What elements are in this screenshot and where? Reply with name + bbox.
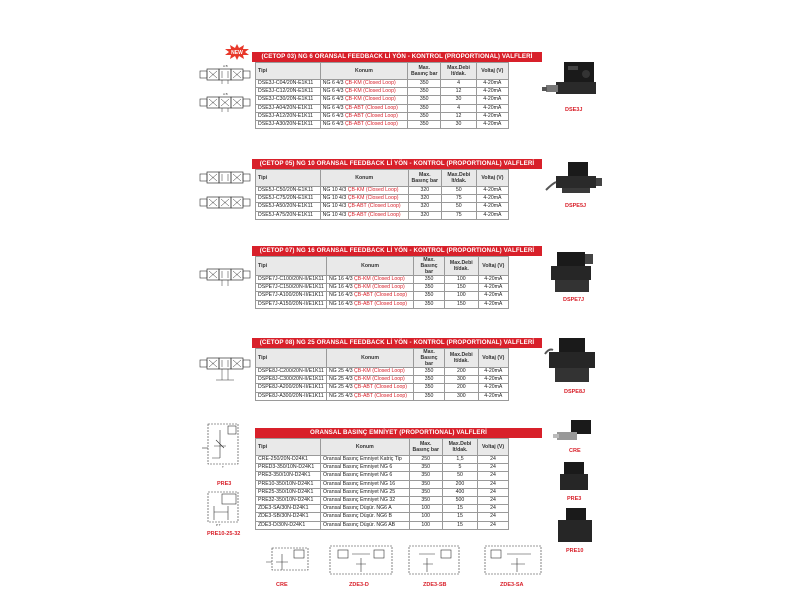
cell-konum bbox=[326, 392, 413, 400]
cell-tipi: DSE5J-A75/20N-E1K11 bbox=[256, 211, 321, 219]
konum-prefix: NG 6 4/3 bbox=[322, 104, 345, 111]
cell-voltaj: 4-20mA bbox=[476, 80, 508, 88]
cell-konum: Oransal Basınç Düşür. NG6 B bbox=[321, 513, 410, 521]
product-image-dspe5j bbox=[542, 158, 604, 202]
cell-basinc: 100 bbox=[409, 505, 442, 513]
product-image-cre bbox=[551, 414, 599, 446]
svg-text:A B: A B bbox=[223, 92, 228, 96]
konum-mode: ÇB-ABT (Closed Loop) bbox=[354, 392, 407, 399]
cell-tipi: DSE3J-C04/20N-E1K11 bbox=[256, 80, 321, 88]
konum-mode: ÇB-KM (Closed Loop) bbox=[347, 187, 399, 194]
konum-prefix: NG 6 4/3 bbox=[322, 80, 345, 87]
table-row bbox=[256, 211, 509, 219]
cell-voltaj: 24 bbox=[478, 505, 509, 513]
col-voltaj: Voltaj (V) bbox=[478, 349, 508, 368]
valve-symbol-ng16 bbox=[198, 262, 254, 288]
col-basinc: Max. Basınç bar bbox=[414, 349, 445, 368]
cell-debi: 150 bbox=[444, 300, 478, 308]
pressure-title: ORANSAL BASINÇ EMNİYET (PROPORTIONAL) VALFLERİ bbox=[255, 428, 542, 438]
cell-tipi: DSPE8J-A200/20N-II/E1K11 bbox=[256, 384, 327, 392]
col-konum: Konum bbox=[326, 257, 413, 276]
cell-basinc: 350 bbox=[409, 480, 442, 488]
cell-basinc: 350 bbox=[414, 376, 445, 384]
cell-tipi: DSPE7J-A100/20N-II/E1K11 bbox=[256, 292, 327, 300]
cell-voltaj: 24 bbox=[478, 472, 509, 480]
col-basinc: Max. Basınç bar bbox=[409, 439, 442, 456]
new-badge-text: NEW bbox=[231, 50, 243, 56]
konum-prefix: NG 6 4/3 bbox=[322, 112, 345, 119]
cell-basinc: 350 bbox=[408, 96, 441, 104]
cell-basinc: 320 bbox=[408, 195, 441, 203]
cell-konum bbox=[326, 300, 413, 308]
cell-basinc: 350 bbox=[414, 384, 445, 392]
konum-prefix: NG 25 4/3 bbox=[328, 376, 355, 383]
new-badge bbox=[224, 44, 250, 60]
cell-konum bbox=[320, 88, 407, 96]
section-1-title: (CETOP 03) NG 6 ORANSAL FEEDBACK Lİ YÖN - KONTROL (PROPORTIONAL) VALFLERİ bbox=[252, 52, 542, 62]
table-row bbox=[256, 384, 509, 392]
label-zde3-sa: ZDE3-SA bbox=[500, 582, 524, 588]
cell-debi: 300 bbox=[444, 392, 478, 400]
cell-konum: Oransal Basınç Emniyet NG 32 bbox=[321, 496, 410, 504]
konum-mode: ÇB-ABT (Closed Loop) bbox=[344, 121, 398, 128]
cell-debi: 12 bbox=[441, 112, 476, 120]
cell-voltaj: 4-20mA bbox=[478, 284, 508, 292]
col-konum: Konum bbox=[320, 170, 408, 187]
cell-tipi: DSPE8J-C200/20N-II/E1K11 bbox=[256, 368, 327, 376]
konum-mode: ÇB-KM (Closed Loop) bbox=[347, 195, 399, 202]
section-2-table bbox=[255, 169, 509, 220]
product-image-pre10 bbox=[554, 506, 598, 546]
cell-voltaj: 24 bbox=[478, 464, 509, 472]
zde3-sa-diagram bbox=[481, 540, 545, 582]
product-label-pre10: PRE10 bbox=[566, 548, 584, 554]
cell-debi: 500 bbox=[442, 496, 477, 504]
cell-voltaj: 4-20mA bbox=[476, 211, 508, 219]
konum-prefix: NG 6 4/3 bbox=[322, 88, 345, 95]
cell-konum bbox=[320, 96, 407, 104]
cell-tipi: DSPE8J-A300/20N-II/E1K11 bbox=[256, 392, 327, 400]
section-1-rows bbox=[256, 80, 509, 129]
cell-voltaj: 4-20mA bbox=[478, 300, 508, 308]
cell-tipi: ZDE3-SB/30N-D24K1 bbox=[256, 513, 321, 521]
section-4-rows bbox=[256, 368, 509, 401]
cell-debi: 200 bbox=[442, 480, 477, 488]
cell-konum bbox=[326, 384, 413, 392]
cell-konum: Oransal Basınç Emniyet NG 6 bbox=[321, 472, 410, 480]
cell-voltaj: 24 bbox=[478, 513, 509, 521]
table-row bbox=[256, 521, 509, 529]
cell-voltaj: 4-20mA bbox=[476, 88, 508, 96]
cell-voltaj: 4-20mA bbox=[476, 195, 508, 203]
product-label-dspe7j: DSPE7J bbox=[563, 297, 585, 303]
konum-prefix: NG 16 4/3 bbox=[328, 300, 355, 307]
cell-tipi: ZDE3-D/30N-D24K1 bbox=[256, 521, 321, 529]
valve-symbol-ng10-abt bbox=[198, 193, 254, 213]
konum-mode: ÇB-KM (Closed Loop) bbox=[354, 376, 405, 383]
konum-mode: ÇB-KM (Closed Loop) bbox=[354, 284, 405, 291]
col-voltaj: Voltaj (V) bbox=[476, 170, 508, 187]
cell-tipi: CRE-250/20N-D24K1 bbox=[256, 456, 321, 464]
svg-text:A B: A B bbox=[223, 64, 228, 68]
cell-tipi: DSE5J-C50/20N-E1K11 bbox=[256, 187, 321, 195]
cell-basinc: 350 bbox=[414, 284, 445, 292]
col-basinc: Max. Basınç bar bbox=[414, 257, 445, 276]
cell-konum: Oransal Basınç Düşür. NG6 A bbox=[321, 505, 410, 513]
section-3-rows bbox=[256, 276, 509, 309]
cell-voltaj: 4-20mA bbox=[476, 187, 508, 195]
cell-konum bbox=[320, 104, 407, 112]
cell-voltaj: 4-20mA bbox=[476, 104, 508, 112]
cell-tipi: PRE32-350/10N-D24K1 bbox=[256, 496, 321, 504]
product-image-dspe8j bbox=[543, 336, 603, 386]
cell-debi: 400 bbox=[442, 488, 477, 496]
section-4-title: (CETOP 08) NG 25 ORANSAL FEEDBACK Lİ YÖN - KONTROL (PROPORTIONAL) VALFLERİ bbox=[252, 338, 542, 348]
konum-prefix: NG 16 4/3 bbox=[328, 292, 355, 299]
cre-diagram bbox=[262, 540, 322, 580]
cell-debi: 200 bbox=[444, 368, 478, 376]
cell-debi: 4 bbox=[441, 80, 476, 88]
konum-mode: ÇB-KM (Closed Loop) bbox=[344, 88, 396, 95]
cell-tipi: PRE25-350/10N-D24K1 bbox=[256, 488, 321, 496]
table-row bbox=[256, 505, 509, 513]
cell-basinc: 100 bbox=[409, 521, 442, 529]
col-tipi: Tipi bbox=[256, 349, 327, 368]
cell-debi: 75 bbox=[441, 211, 476, 219]
cell-tipi: DSPE7J-C150/20N-II/E1K11 bbox=[256, 284, 327, 292]
cell-tipi: DSPE7J-C100/20N-II/E1K11 bbox=[256, 276, 327, 284]
label-cre-bottom: CRE bbox=[276, 582, 288, 588]
cell-tipi: DSPE8J-C300/20N-II/E1K11 bbox=[256, 376, 327, 384]
cell-basinc: 350 bbox=[408, 80, 441, 88]
cell-voltaj: 24 bbox=[478, 521, 509, 529]
pre10-diagram bbox=[200, 488, 248, 530]
cell-basinc: 350 bbox=[408, 120, 441, 128]
table-row bbox=[256, 88, 509, 96]
valve-symbol-ng10-km bbox=[198, 168, 254, 188]
konum-mode: ÇB-ABT (Closed Loop) bbox=[347, 203, 401, 210]
cell-konum bbox=[320, 80, 407, 88]
cell-voltaj: 24 bbox=[478, 480, 509, 488]
table-row bbox=[256, 464, 509, 472]
cell-debi: 300 bbox=[444, 376, 478, 384]
cell-voltaj: 4-20mA bbox=[476, 112, 508, 120]
table-row bbox=[256, 456, 509, 464]
product-image-dse3j bbox=[542, 58, 604, 106]
konum-prefix: NG 10 4/3 bbox=[322, 187, 348, 194]
table-row bbox=[256, 488, 509, 496]
pressure-table bbox=[255, 438, 509, 530]
konum-prefix: NG 25 4/3 bbox=[328, 392, 355, 399]
col-debi: Max.Debi lt/dak. bbox=[442, 439, 477, 456]
table-row bbox=[256, 392, 509, 400]
col-konum: Konum bbox=[320, 63, 407, 80]
col-konum: Konum bbox=[326, 349, 413, 368]
cell-voltaj: 4-20mA bbox=[478, 392, 508, 400]
col-tipi: Tipi bbox=[256, 170, 321, 187]
table-row bbox=[256, 80, 509, 88]
cell-konum bbox=[320, 195, 408, 203]
konum-mode: ÇB-KM (Closed Loop) bbox=[344, 80, 396, 87]
cell-tipi: PRE3-350/10N-D24K1 bbox=[256, 472, 321, 480]
cell-basinc: 350 bbox=[414, 276, 445, 284]
konum-mode: ÇB-ABT (Closed Loop) bbox=[354, 300, 407, 307]
cell-voltaj: 4-20mA bbox=[478, 276, 508, 284]
cell-basinc: 350 bbox=[414, 292, 445, 300]
table-row bbox=[256, 195, 509, 203]
cell-konum bbox=[320, 203, 408, 211]
section-4-table bbox=[255, 348, 509, 401]
cell-basinc: 350 bbox=[409, 496, 442, 504]
cell-konum bbox=[326, 276, 413, 284]
section-3-table bbox=[255, 256, 509, 309]
table-row bbox=[256, 276, 509, 284]
valve-symbol-ng6-km bbox=[198, 64, 254, 86]
cell-debi: 100 bbox=[444, 292, 478, 300]
table-row bbox=[256, 96, 509, 104]
product-label-dspe5j: DSPE5J bbox=[565, 203, 587, 209]
cell-tipi: DSE5J-A50/20N-E1K11 bbox=[256, 203, 321, 211]
konum-mode: ÇB-ABT (Closed Loop) bbox=[344, 104, 398, 111]
product-label-pre3: PRE3 bbox=[567, 496, 582, 502]
section-2-rows bbox=[256, 187, 509, 220]
section-1-table bbox=[255, 62, 509, 129]
cell-konum: Oransal Basınç Emniyet NG 6 bbox=[321, 464, 410, 472]
product-label-dse3j: DSE3J bbox=[565, 107, 583, 113]
col-tipi: Tipi bbox=[256, 257, 327, 276]
cell-basinc: 350 bbox=[414, 392, 445, 400]
konum-prefix: NG 16 4/3 bbox=[328, 276, 355, 283]
cell-basinc: 250 bbox=[409, 456, 442, 464]
table-row bbox=[256, 368, 509, 376]
col-debi: Max.Debi lt/dak. bbox=[441, 63, 476, 80]
cell-tipi: DSE5J-C75/20N-E1K11 bbox=[256, 195, 321, 203]
cell-debi: 100 bbox=[444, 276, 478, 284]
cell-voltaj: 24 bbox=[478, 456, 509, 464]
konum-prefix: NG 10 4/3 bbox=[322, 211, 348, 218]
cell-voltaj: 24 bbox=[478, 496, 509, 504]
product-label-dspe8j: DSPE8J bbox=[564, 389, 586, 395]
cell-basinc: 350 bbox=[409, 464, 442, 472]
cell-debi: 50 bbox=[442, 472, 477, 480]
cell-debi: 15 bbox=[442, 521, 477, 529]
cell-debi: 30 bbox=[441, 120, 476, 128]
cell-konum bbox=[320, 112, 407, 120]
col-voltaj: Voltaj (V) bbox=[478, 257, 508, 276]
cell-basinc: 350 bbox=[408, 104, 441, 112]
table-row bbox=[256, 292, 509, 300]
konum-prefix: NG 6 4/3 bbox=[322, 96, 345, 103]
cell-tipi: DSE3J-C30/20N-E1K11 bbox=[256, 96, 321, 104]
cell-debi: 12 bbox=[441, 88, 476, 96]
cell-voltaj: 4-20mA bbox=[476, 203, 508, 211]
zde3-sb-diagram bbox=[405, 540, 463, 582]
konum-mode: ÇB-ABT (Closed Loop) bbox=[354, 292, 407, 299]
col-tipi: Tipi bbox=[256, 439, 321, 456]
label-pre3: PRE3 bbox=[217, 481, 232, 487]
cell-tipi: DSE3J-C12/20N-E1K11 bbox=[256, 88, 321, 96]
table-row bbox=[256, 496, 509, 504]
col-debi: Max.Debi lt/dak. bbox=[444, 257, 478, 276]
zde3-d-diagram bbox=[326, 540, 396, 582]
cell-debi: 200 bbox=[444, 384, 478, 392]
col-debi: Max.Debi lt/dak. bbox=[444, 349, 478, 368]
cell-basinc: 320 bbox=[408, 211, 441, 219]
cell-konum bbox=[320, 187, 408, 195]
cell-konum bbox=[326, 284, 413, 292]
pre3-diagram bbox=[200, 418, 248, 476]
cell-konum bbox=[326, 292, 413, 300]
table-row bbox=[256, 513, 509, 521]
cell-basinc: 100 bbox=[409, 513, 442, 521]
col-basinc: Max. Basınç bar bbox=[408, 170, 441, 187]
cell-konum: Oransal Basınç Emniyet NG 16 bbox=[321, 480, 410, 488]
konum-mode: ÇB-KM (Closed Loop) bbox=[354, 368, 405, 375]
cell-tipi: DSE3J-A30/20N-E1K11 bbox=[256, 120, 321, 128]
table-row bbox=[256, 104, 509, 112]
konum-mode: ÇB-ABT (Closed Loop) bbox=[354, 384, 407, 391]
section-3-title: (CETOP 07) NG 16 ORANSAL FEEDBACK Lİ YÖN - KONTROL (PROPORTIONAL) VALFLERİ bbox=[252, 246, 542, 256]
label-zde3-sb: ZDE3-SB bbox=[423, 582, 447, 588]
cell-basinc: 350 bbox=[408, 88, 441, 96]
table-row bbox=[256, 300, 509, 308]
cell-debi: 1,5 bbox=[442, 456, 477, 464]
product-image-dspe7j bbox=[545, 248, 601, 296]
cell-konum bbox=[326, 368, 413, 376]
valve-symbol-ng6-abt bbox=[198, 92, 254, 114]
col-debi: Max.Debi lt/dak. bbox=[441, 170, 476, 187]
cell-debi: 50 bbox=[441, 187, 476, 195]
cell-tipi: DSE3J-A04/20N-E1K11 bbox=[256, 104, 321, 112]
konum-prefix: NG 6 4/3 bbox=[322, 121, 345, 128]
table-row bbox=[256, 203, 509, 211]
konum-mode: ÇB-ABT (Closed Loop) bbox=[347, 211, 401, 218]
cell-voltaj: 4-20mA bbox=[478, 292, 508, 300]
konum-prefix: NG 25 4/3 bbox=[328, 384, 355, 391]
table-row bbox=[256, 120, 509, 128]
cell-voltaj: 4-20mA bbox=[476, 96, 508, 104]
label-zde3-d: ZDE3-D bbox=[349, 582, 369, 588]
cell-konum bbox=[320, 120, 407, 128]
konum-mode: ÇB-KM (Closed Loop) bbox=[354, 276, 405, 283]
cell-voltaj: 24 bbox=[478, 488, 509, 496]
col-konum: Konum bbox=[321, 439, 410, 456]
section-2-title: (CETOP 05) NG 10 ORANSAL FEEDBACK Lİ YÖN - KONTROL (PROPORTIONAL) VALFLERİ bbox=[252, 159, 542, 169]
cell-konum: Oransal Basınç Düşür. NG6 AB bbox=[321, 521, 410, 529]
table-row bbox=[256, 187, 509, 195]
col-tipi: Tipi bbox=[256, 63, 321, 80]
cell-voltaj: 4-20mA bbox=[476, 120, 508, 128]
col-basinc: Max. Basınç bar bbox=[408, 63, 441, 80]
cell-basinc: 320 bbox=[408, 187, 441, 195]
konum-prefix: NG 10 4/3 bbox=[322, 195, 348, 202]
konum-mode: ÇB-KM (Closed Loop) bbox=[344, 96, 396, 103]
konum-prefix: NG 16 4/3 bbox=[328, 284, 355, 291]
cell-basinc: 350 bbox=[408, 112, 441, 120]
cell-basinc: 350 bbox=[409, 472, 442, 480]
col-voltaj: Voltaj (V) bbox=[478, 439, 509, 456]
cell-tipi: PRE10-350/10N-D24K1 bbox=[256, 480, 321, 488]
konum-prefix: NG 25 4/3 bbox=[328, 368, 355, 375]
cell-konum: Oransal Basınç Emniyet NG 25 bbox=[321, 488, 410, 496]
cell-konum: Oransal Basınç Emniyet Katriç Tip bbox=[321, 456, 410, 464]
svg-text:P T: P T bbox=[216, 523, 221, 527]
pressure-rows bbox=[256, 456, 509, 530]
cell-debi: 15 bbox=[442, 505, 477, 513]
svg-text:T: T bbox=[222, 465, 224, 469]
cell-basinc: 320 bbox=[408, 203, 441, 211]
konum-mode: ÇB-ABT (Closed Loop) bbox=[344, 112, 398, 119]
cell-basinc: 350 bbox=[409, 488, 442, 496]
konum-prefix: NG 10 4/3 bbox=[322, 203, 348, 210]
cell-tipi: PRED3-350/10N-D24K1 bbox=[256, 464, 321, 472]
cell-debi: 150 bbox=[444, 284, 478, 292]
cell-konum bbox=[326, 376, 413, 384]
col-voltaj: Voltaj (V) bbox=[476, 63, 508, 80]
cell-tipi: ZDE3-SA/30N-D24K1 bbox=[256, 505, 321, 513]
label-pre10-25-32: PRE10-25-32 bbox=[207, 531, 241, 537]
table-row bbox=[256, 480, 509, 488]
cell-voltaj: 4-20mA bbox=[478, 384, 508, 392]
table-row bbox=[256, 284, 509, 292]
cell-tipi: DSPE7J-A150/20N-II/E1K11 bbox=[256, 300, 327, 308]
cell-debi: 50 bbox=[441, 203, 476, 211]
product-image-pre3 bbox=[556, 458, 596, 494]
cell-debi: 4 bbox=[441, 104, 476, 112]
table-row bbox=[256, 112, 509, 120]
cell-voltaj: 4-20mA bbox=[478, 368, 508, 376]
cell-basinc: 350 bbox=[414, 368, 445, 376]
cell-debi: 75 bbox=[441, 195, 476, 203]
valve-symbol-ng25 bbox=[198, 352, 254, 384]
table-row bbox=[256, 376, 509, 384]
cell-basinc: 350 bbox=[414, 300, 445, 308]
product-label-cre: CRE bbox=[569, 448, 581, 454]
cell-voltaj: 4-20mA bbox=[478, 376, 508, 384]
cell-debi: 30 bbox=[441, 96, 476, 104]
cell-konum bbox=[320, 211, 408, 219]
cell-tipi: DSE3J-A12/20N-E1K11 bbox=[256, 112, 321, 120]
cell-debi: 15 bbox=[442, 513, 477, 521]
table-row bbox=[256, 472, 509, 480]
cell-debi: 5 bbox=[442, 464, 477, 472]
